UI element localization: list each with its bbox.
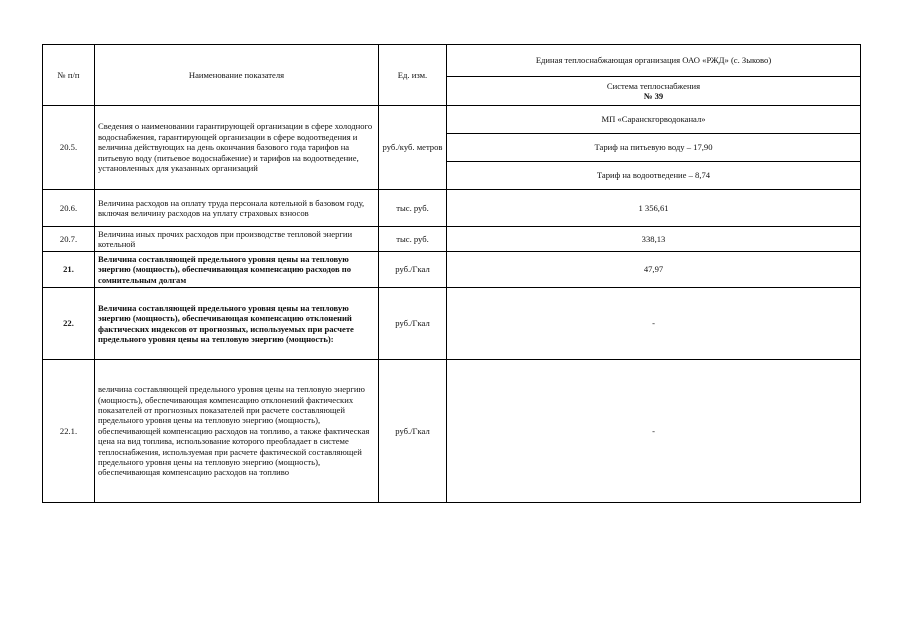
row-unit: руб./Гкал	[379, 288, 447, 360]
header-num: № п/п	[43, 45, 95, 106]
row-value: 1 356,61	[447, 190, 861, 227]
table-row	[43, 227, 861, 252]
row-unit: руб./Гкал	[379, 252, 447, 288]
header-org: Единая теплоснабжающая организация ОАО «РЖД» (с. Зыково)	[447, 45, 861, 77]
table-row	[43, 252, 861, 288]
row-name: Величина иных прочих расходов при производстве тепловой энергии котельной	[95, 227, 379, 252]
row-value: МП «Саранскгорводоканал»	[447, 106, 861, 134]
table-row	[43, 190, 861, 227]
row-value: 47,97	[447, 252, 861, 288]
row-number: 20.7.	[43, 227, 95, 252]
row-unit: руб./куб. метров	[379, 106, 447, 190]
header-row	[43, 45, 861, 77]
row-name: Величина расходов на оплату труда персонала котельной в базовом году, включая величину расходов на уплату страховых взносов	[95, 190, 379, 227]
row-value: -	[447, 288, 861, 360]
table-row	[43, 288, 861, 360]
row-number: 20.6.	[43, 190, 95, 227]
header-system	[447, 77, 861, 106]
row-name: Сведения о наименовании гарантирующей организации в сфере холодного водоснабжения, гарантирующей организации в сфере водоотведения и величина действующих на день окончания базового года тарифов на питьевую воду (питьевое водоснабжение) и тарифов на водоотведение, установленных для указанных организаций	[95, 106, 379, 190]
table-row	[43, 360, 861, 503]
row-unit: тыс. руб.	[379, 190, 447, 227]
row-value: Тариф на питьевую воду – 17,90	[447, 134, 861, 162]
row-unit: руб./Гкал	[379, 360, 447, 503]
row-name: Величина составляющей предельного уровня цены на тепловую энергию (мощность), обеспечивающая компенсацию отклонений фактических индексов от прогнозных, используемых при расчете предельного уровня цены на тепловую энергию (мощность):	[95, 288, 379, 360]
row-number: 21.	[43, 252, 95, 288]
row-value: Тариф на водоотведение – 8,74	[447, 162, 861, 190]
row-number: 22.	[43, 288, 95, 360]
system-number: № 39	[643, 91, 664, 101]
indicators-table	[42, 44, 861, 503]
row-value: -	[447, 360, 861, 503]
header-name: Наименование показателя	[95, 45, 379, 106]
row-number: 20.5.	[43, 106, 95, 190]
row-name: Величина составляющей предельного уровня цены на тепловую энергию (мощность), обеспечивающая компенсацию расходов по сомнительным долгам	[95, 252, 379, 288]
header-unit: Ед. изм.	[379, 45, 447, 106]
table-row	[43, 106, 861, 134]
row-value: 338,13	[447, 227, 861, 252]
row-number: 22.1.	[43, 360, 95, 503]
system-label: Система теплоснабжения	[606, 80, 701, 91]
row-unit: тыс. руб.	[379, 227, 447, 252]
row-name: величина составляющей предельного уровня цены на тепловую энергию (мощность), обеспечивающая компенсацию отклонений фактических показателей от прогнозных показателей при расчете составляющей предельного уровня цены на тепловую энергию (мощность), обеспечивающей компенсацию расходов на топливо, а также фактическая цена на вид топлива, использование которого преобладает в системе теплоснабжения, используемая при расчете фактической составляющей предельного уровня цены на тепловую энергию (мощность), обеспечивающая компенсацию расходов на топливо	[95, 360, 379, 503]
